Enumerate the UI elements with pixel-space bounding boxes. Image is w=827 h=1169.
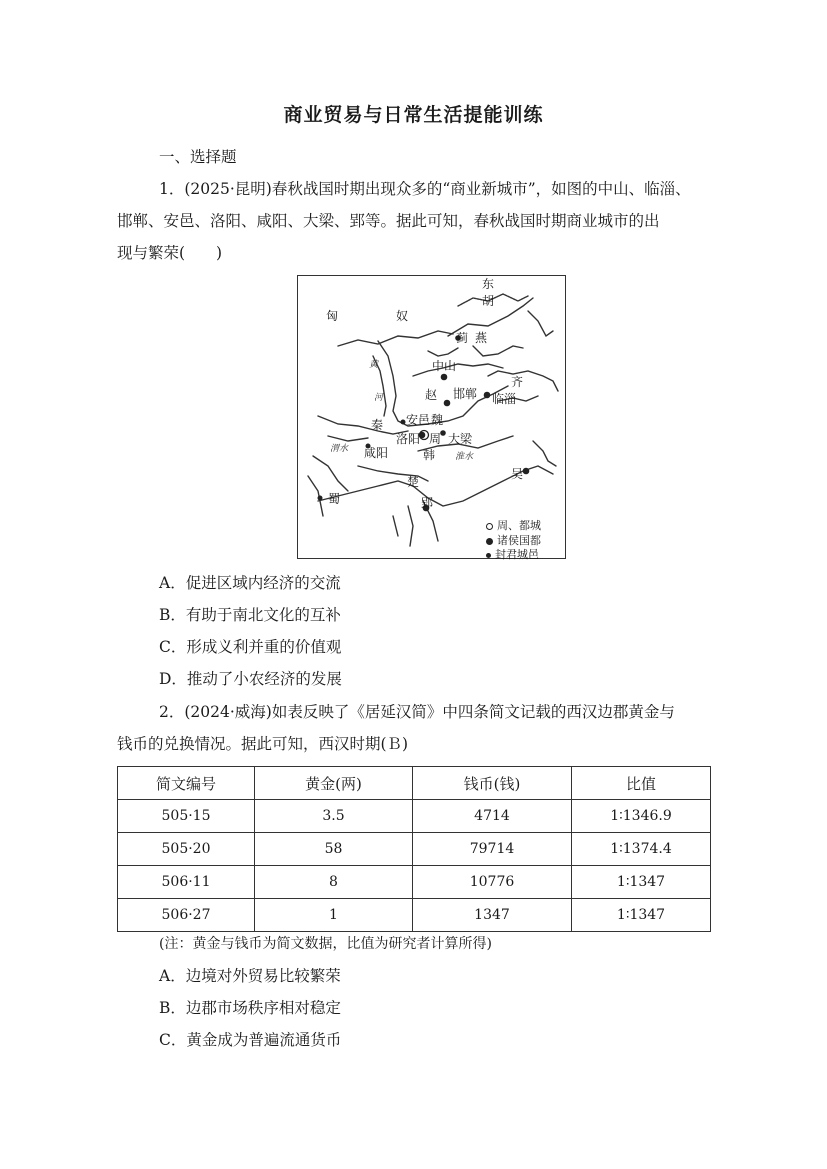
q1-option-d: D．推动了小农经济的发展 [159,670,342,688]
map-label-handan: 邯郸 [453,387,478,401]
map-label-anyi: 安邑 [406,413,431,427]
map-label-xianyang: 咸阳 [364,446,389,460]
table-cell: 1 [255,899,413,932]
legend-fief-city: 封君城邑 [486,549,539,561]
table-row [118,899,711,932]
map-label-wei: 魏 [431,413,444,427]
map-label-daliang: 大梁 [448,432,473,446]
table-cell: 1∶1374.4 [572,833,711,866]
legend-capital: 周、都城 [486,520,541,532]
map-label-wu: 吴 [511,467,524,481]
map-label-yan: 燕 [475,331,488,345]
table-cell: 1∶1347 [572,899,711,932]
table-cell: 1∶1347 [572,866,711,899]
table-cell: 10776 [413,866,572,899]
table-cell: 1347 [413,899,572,932]
map-label-zhongshan: 中山 [432,359,457,373]
q2-option-c: C．黄金成为普遍流通货币 [159,1031,342,1049]
question-1-line-1: 1．(2025·昆明)春秋战国时期出现众多的“商业新城市”，如图的中山、临淄、 [159,180,691,198]
exchange-table [117,766,711,932]
table-cell: 506·27 [118,899,255,932]
map-label-shu: 蜀 [328,492,341,506]
q2-option-a: A．边境对外贸易比较繁荣 [159,967,341,985]
table-header-row [118,767,711,800]
table-cell: 3.5 [255,800,413,833]
table-cell: 8 [255,866,413,899]
map-label-dong: 东 [482,277,495,291]
table-cell: 58 [255,833,413,866]
table-row [118,800,711,833]
map-label-nu: 奴 [396,309,409,323]
question-1-line-3: 现与繁荣( ) [117,244,223,262]
map-label-qin: 秦 [371,418,384,432]
table-cell: 505·20 [118,833,255,866]
table-row [118,866,711,899]
legend-state-capital: 诸侯国都 [486,535,541,547]
page-title: 商业贸易与日常生活提能训练 [283,104,544,126]
map-label-xiong: 匈 [326,309,339,323]
question-2-line-1: 2．(2024·威海)如表反映了《居延汉简》中四条简文记载的西汉边郡黄金与 [159,703,675,721]
table-cell: 506·11 [118,866,255,899]
section-heading: 一、选择题 [159,148,237,166]
map-label-zhou: 周 [429,432,442,446]
table-cell: 505·15 [118,800,255,833]
table-header: 简文编号 [118,767,255,800]
map-label-linzi: 临淄 [492,392,517,406]
table-header: 黄金(两) [255,767,413,800]
map-label-ji: 蓟 [456,331,469,345]
q1-option-c: C．形成义利并重的价值观 [159,638,342,656]
map-river-weishui: 渭水 [330,444,349,454]
question-2-line-2: 钱币的兑换情况。据此可知，西汉时期(Ｂ) [117,735,409,753]
map-label-luoyang: 洛阳 [396,432,421,446]
table-row [118,833,711,866]
q2-option-b: B．边郡市场秩序相对稳定 [159,999,341,1017]
map-label-hu: 胡 [482,294,495,308]
map-label-qi: 齐 [511,375,524,389]
map-label-ying: 郢 [421,496,434,510]
table-note: (注：黄金与钱币为简文数据，比值为研究者计算所得) [159,936,492,952]
map-label-zhao: 赵 [425,388,438,402]
map-river-huaishui: 淮水 [455,452,474,462]
fief-city-dot-icon [486,553,491,558]
table-header: 钱币(钱) [413,767,572,800]
table-cell: 79714 [413,833,572,866]
table-header: 比值 [572,767,711,800]
q1-option-a: A．促进区域内经济的交流 [159,574,341,592]
table-cell: 1∶1346.9 [572,800,711,833]
q1-option-b: B．有助于南北文化的互补 [159,606,341,624]
map-river-huang: 黄 [369,360,379,370]
map-river-he: 河 [374,393,384,403]
state-capital-dot-icon [486,538,493,545]
map-label-han: 韩 [423,448,436,462]
table-cell: 4714 [413,800,572,833]
historical-map [297,275,566,559]
capital-ring-icon [486,523,493,530]
question-1-line-2: 邯郸、安邑、洛阳、咸阳、大梁、郢等。据此可知，春秋战国时期商业城市的出 [117,212,660,230]
map-label-chu: 楚 [407,475,420,489]
